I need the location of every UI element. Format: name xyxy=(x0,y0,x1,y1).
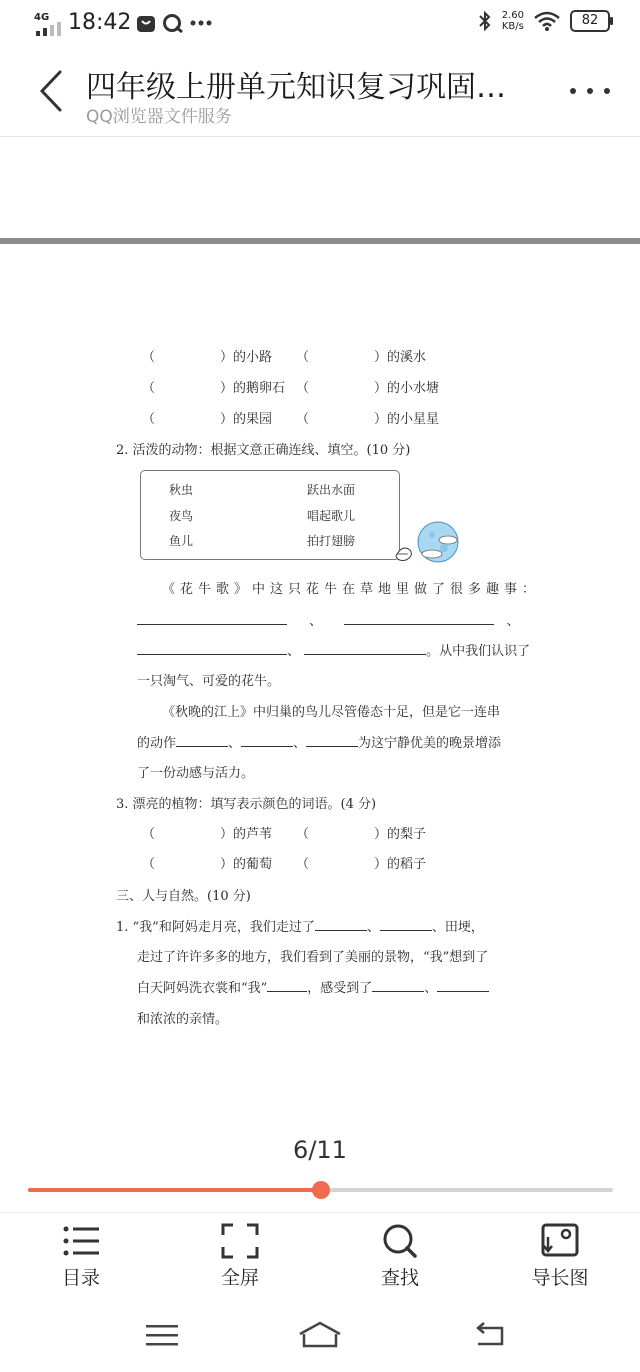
system-nav-bar xyxy=(0,1300,640,1372)
separator: 、 xyxy=(228,736,242,751)
match-right-3: 拍打翅膀 xyxy=(307,534,356,548)
answer-blank[interactable] xyxy=(137,612,287,625)
q1-row2-right: （ ）的小水塘 xyxy=(296,381,440,396)
page-subtitle: QQ浏览器文件服务 xyxy=(86,107,232,127)
battery-icon: 82 xyxy=(570,10,610,32)
shopping-bag-icon xyxy=(136,13,156,33)
page-title: 四年级上册单元知识复习巩固… xyxy=(86,70,506,105)
s3-q1-start: 1. “我”和阿妈走月亮，我们走过了 xyxy=(116,920,315,935)
more-options-button[interactable] xyxy=(570,88,610,100)
network-type: 4G xyxy=(34,12,50,23)
s3-q1-c-mid: ，感受到了 xyxy=(307,981,373,996)
match-left-1: 秋虫 xyxy=(169,483,194,497)
q3-title: 3. 漂亮的植物：填写表示颜色的词语。(4 分) xyxy=(116,797,377,812)
page-slider[interactable] xyxy=(28,1188,613,1192)
matching-box xyxy=(140,470,400,560)
dot-icon xyxy=(570,88,576,94)
q2-title: 2. 活泼的动物：根据文意正确连线、填空。(10 分) xyxy=(116,443,411,458)
more-notifications-icon xyxy=(190,20,212,26)
separator: 、 xyxy=(287,644,301,659)
toc-label: 目录 xyxy=(61,1267,100,1289)
q1-row1-left: （ ）的小路 xyxy=(142,350,273,365)
q2-p1-tail: 。从中我们认识了 xyxy=(426,644,531,659)
q2-p1-line2 xyxy=(137,610,519,629)
answer-blank[interactable] xyxy=(380,918,432,931)
q1-row3-left: （ ）的果园 xyxy=(142,412,273,427)
wifi-icon xyxy=(534,11,560,31)
q3-row1-left: （ ）的芦苇 xyxy=(142,827,273,842)
answer-blank[interactable] xyxy=(176,734,228,747)
find-label: 查找 xyxy=(380,1267,419,1289)
s3-q1-line4: 和浓浓的亲情。 xyxy=(137,1012,229,1027)
page-indicator: 6/11 xyxy=(293,1136,347,1164)
separator: 、 xyxy=(309,614,323,629)
answer-blank[interactable] xyxy=(315,918,367,931)
answer-blank[interactable] xyxy=(306,734,358,747)
list-icon xyxy=(61,1223,101,1259)
q2-p1-line3 xyxy=(137,640,530,659)
answer-blank[interactable] xyxy=(304,642,426,655)
q2-p2-end: 了一份动感与活力。 xyxy=(137,766,255,781)
notification-icons xyxy=(136,13,212,33)
q2-p2-start: 的动作 xyxy=(137,736,177,751)
q3-row2-left: （ ）的葡萄 xyxy=(142,857,273,872)
dot-icon xyxy=(604,88,610,94)
section3-title: 三、人与自然。(10 分) xyxy=(116,889,251,904)
slider-progress xyxy=(28,1188,321,1192)
answer-blank[interactable] xyxy=(137,642,287,655)
fullscreen-button[interactable] xyxy=(185,1223,295,1290)
q2-paragraph2: 《秋晚的江上》中归巢的鸟儿尽管倦态十足，但是它一连串 xyxy=(162,705,501,720)
q2-p2-tail: 为这宁静优美的晚景增添 xyxy=(358,736,502,751)
fullscreen-icon xyxy=(221,1223,259,1259)
s3-q1-line1 xyxy=(116,916,484,935)
signal-icon xyxy=(36,22,62,36)
q1-row1-right: （ ）的溪水 xyxy=(296,350,427,365)
export-long-image-label: 导长图 xyxy=(531,1267,589,1289)
status-right xyxy=(478,10,610,32)
moon-illustration-icon xyxy=(392,520,462,566)
network-speed xyxy=(502,10,524,32)
q2-p2-line2 xyxy=(137,732,501,751)
app-header xyxy=(0,52,640,137)
speed-value: 2.60 xyxy=(501,10,524,21)
match-right-2: 唱起歌儿 xyxy=(307,509,356,523)
answer-blank[interactable] xyxy=(344,612,494,625)
status-bar xyxy=(0,0,640,52)
s3-q1-tail: 、田埂， xyxy=(431,920,484,935)
match-left-2: 夜鸟 xyxy=(169,509,194,523)
dot-icon xyxy=(587,88,593,94)
answer-blank[interactable] xyxy=(241,734,293,747)
separator: 、 xyxy=(424,981,438,996)
separator: 、 xyxy=(366,920,380,935)
fullscreen-label: 全屏 xyxy=(220,1267,259,1289)
menu-icon[interactable] xyxy=(142,1320,182,1350)
q3-row2-right: （ ）的稻子 xyxy=(296,857,427,872)
slider-thumb[interactable] xyxy=(312,1181,330,1199)
q3-row1-right: （ ）的梨子 xyxy=(296,827,427,842)
answer-blank[interactable] xyxy=(267,979,307,992)
q2-paragraph1: 《花牛歌》中这只花牛在草地里做了很多趣事： xyxy=(162,582,541,597)
match-right-1: 跃出水面 xyxy=(307,483,356,497)
export-image-icon xyxy=(540,1223,580,1259)
separator: 、 xyxy=(506,614,520,629)
q1-row2-left: （ ）的鹅卵石 xyxy=(142,381,286,396)
s3-q1-line2: 走过了许许多多的地方，我们看到了美丽的景物，“我”想到了 xyxy=(137,950,489,965)
q1-row3-right: （ ）的小星星 xyxy=(296,412,440,427)
document-page[interactable] xyxy=(0,244,640,1104)
back-nav-icon[interactable] xyxy=(470,1320,510,1350)
find-button[interactable] xyxy=(345,1223,455,1290)
answer-blank[interactable] xyxy=(372,979,424,992)
match-left-3: 鱼儿 xyxy=(169,534,194,548)
s3-q1-line3 xyxy=(137,977,489,996)
speed-unit: KB/s xyxy=(501,21,524,32)
export-long-image-button[interactable] xyxy=(505,1223,615,1290)
answer-blank[interactable] xyxy=(437,979,489,992)
separator: 、 xyxy=(293,736,307,751)
search-icon xyxy=(380,1223,420,1259)
back-button[interactable] xyxy=(34,68,74,114)
clock: 18:42 xyxy=(68,10,132,35)
q2-p1-end: 一只淘气、可爱的花牛。 xyxy=(137,674,281,689)
home-icon[interactable] xyxy=(298,1320,342,1350)
bluetooth-icon xyxy=(478,10,492,32)
toc-button[interactable] xyxy=(26,1223,136,1290)
bottom-toolbar xyxy=(0,1212,640,1301)
qq-browser-icon xyxy=(162,13,184,33)
s3-q1-c: 白天阿妈洗衣裳和“我” xyxy=(137,981,268,996)
